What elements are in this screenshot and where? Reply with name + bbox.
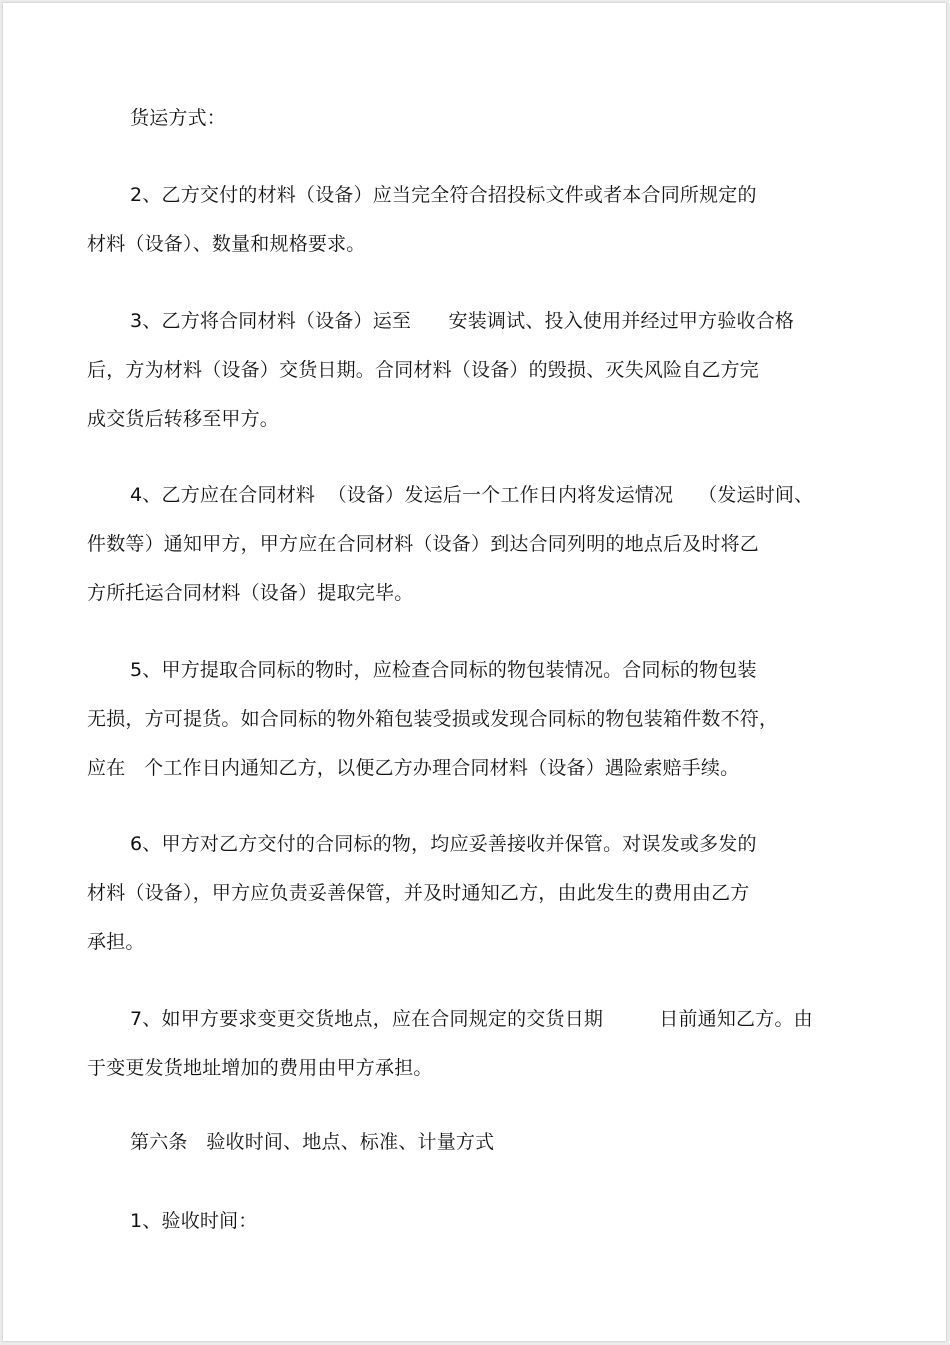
text-line-clause-2b: 材料（设备）、数量和规格要求。: [87, 233, 366, 255]
text-line-clause-2a: 2、乙方交付的材料（设备）应当完全符合招投标文件或者本合同所规定的: [130, 184, 757, 206]
text-line-clause-4b: 件数等）通知甲方，甲方应在合同材料（设备）到达合同列明的地点后及时将乙: [87, 533, 760, 555]
document-page: [3, 3, 946, 1341]
text-line-clause-7b: 于变更发货地址增加的费用由甲方承担。: [87, 1057, 433, 1079]
text-line-clause-7a: 7、如甲方要求变更交货地点，应在合同规定的交货日期 日前通知乙方。由: [130, 1008, 813, 1030]
text-line-clause-5a: 5、甲方提取合同标的物时，应检查合同标的物包装情况。合同标的物包装: [130, 659, 757, 681]
text-line-clause-5c: 应在 个工作日内通知乙方，以便乙方办理合同材料（设备）遇险索赔手续。: [87, 757, 740, 779]
text-line-acceptance-time: 1、验收时间：: [130, 1210, 258, 1232]
text-line-clause-3b: 后，方为材料（设备）交货日期。合同材料（设备）的毁损、灭失风险自乙方完: [87, 359, 760, 381]
text-line-clause-3c: 成交货后转移至甲方。: [87, 408, 280, 430]
text-line-clause-6b: 材料（设备），甲方应负责妥善保管，并及时通知乙方，由此发生的费用由乙方: [87, 882, 750, 904]
text-line-clause-4a: 4、乙方应在合同材料 （设备）发运后一个工作日内将发运情况 （发运时间、: [130, 484, 814, 506]
text-line-clause-3a: 3、乙方将合同材料（设备）运至 安装调试、投入使用并经过甲方验收合格: [130, 310, 795, 332]
text-line-clause-6c: 承担。: [87, 931, 145, 953]
article-6-heading: 第六条 验收时间、地点、标准、计量方式: [130, 1131, 495, 1153]
text-line-freight-method: 货运方式：: [130, 107, 227, 129]
text-line-clause-4c: 方所托运合同材料（设备）提取完毕。: [87, 582, 414, 604]
text-line-clause-6a: 6、甲方对乙方交付的合同标的物，均应妥善接收并保管。对误发或多发的: [130, 833, 757, 855]
text-line-clause-5b: 无损，方可提货。如合同标的物外箱包装受损或发现合同标的物包装箱件数不符，: [87, 708, 779, 730]
